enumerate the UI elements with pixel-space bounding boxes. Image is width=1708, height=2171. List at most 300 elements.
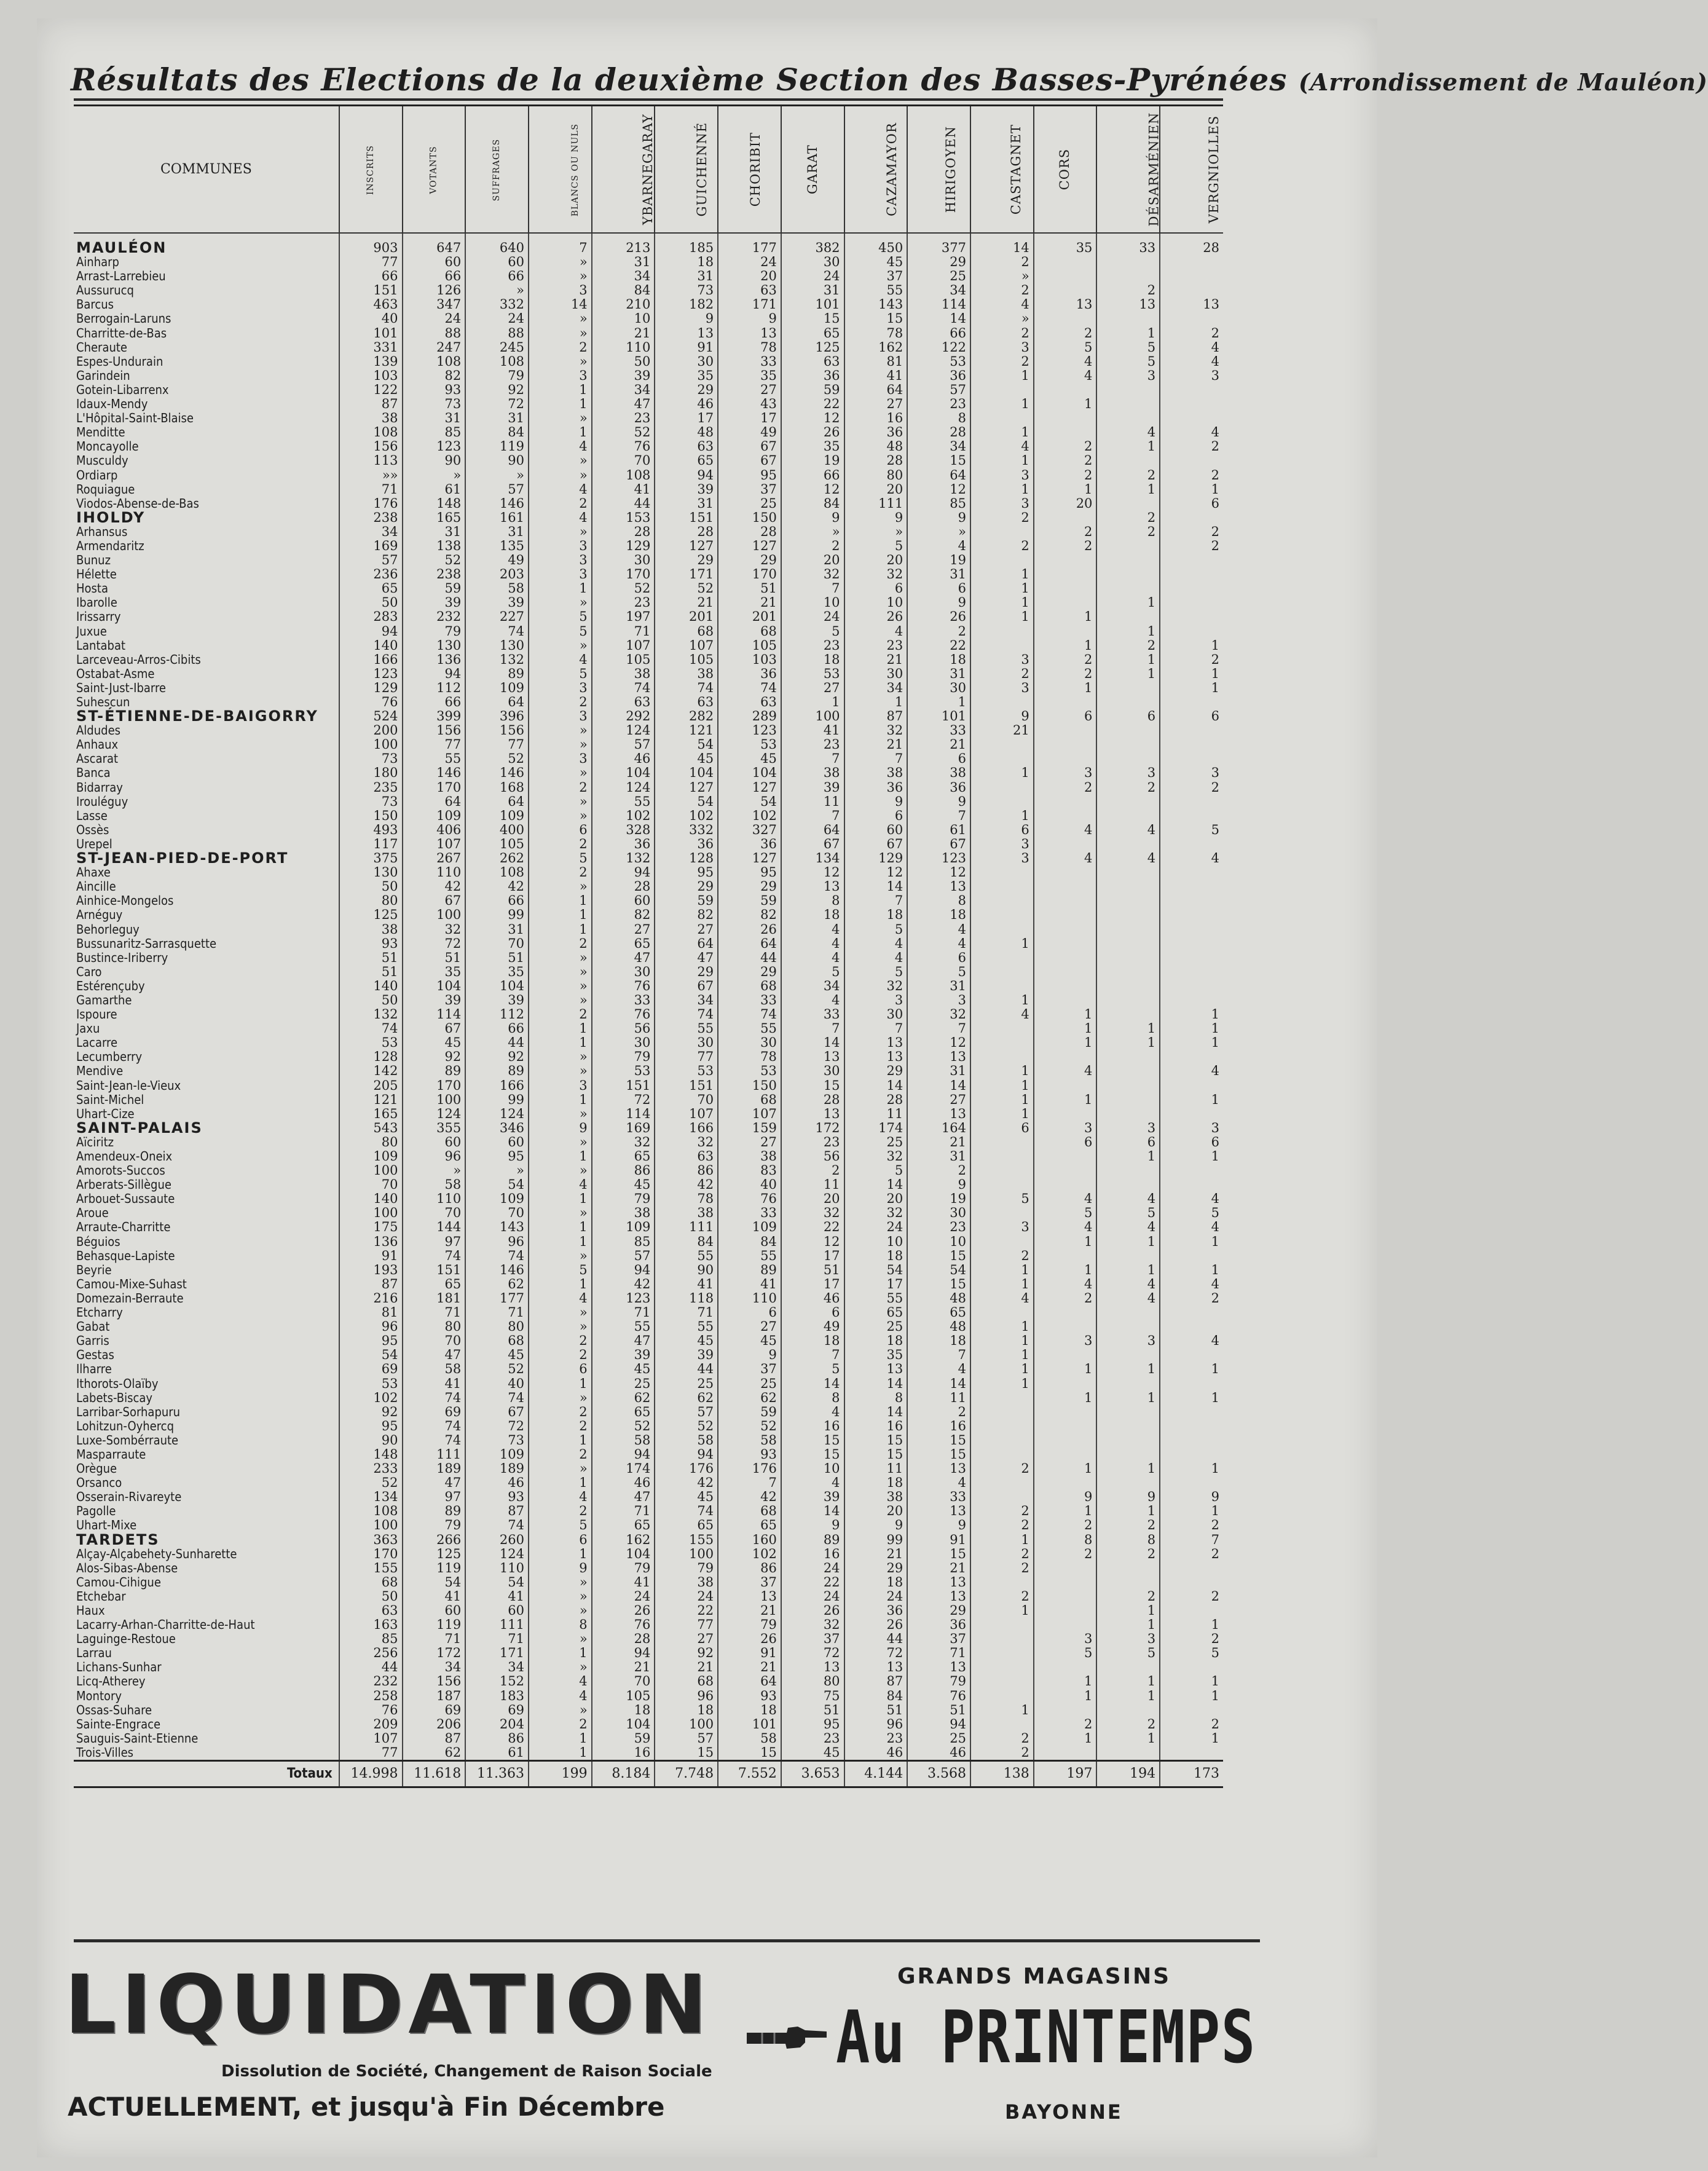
table-cell: » xyxy=(529,1590,592,1604)
table-cell: 36 xyxy=(844,781,908,795)
table-cell: 113 xyxy=(339,454,403,468)
table-cell: 77 xyxy=(403,738,466,752)
table-cell: 1 xyxy=(1096,1263,1160,1277)
table-cell: 1 xyxy=(1096,1604,1160,1618)
table-cell: 1 xyxy=(1160,681,1223,695)
table-cell xyxy=(1160,1306,1223,1320)
table-cell: 4 xyxy=(1160,1220,1223,1234)
table-cell: 111 xyxy=(403,1448,466,1462)
table-cell: 44 xyxy=(844,1632,908,1646)
table-cell xyxy=(1096,681,1160,695)
table-cell: 78 xyxy=(718,341,781,355)
table-cell: 4 xyxy=(529,1490,592,1504)
table-row xyxy=(74,1405,1223,1419)
table-cell: 29 xyxy=(655,553,718,567)
table-cell xyxy=(970,1674,1034,1688)
table-cell: 1 xyxy=(970,1107,1034,1121)
table-cell: 80 xyxy=(403,1320,466,1334)
table-cell xyxy=(1096,695,1160,709)
table-row xyxy=(74,894,1223,908)
table-cell: 64 xyxy=(718,937,781,951)
commune-name: Uhart-Mixe xyxy=(76,1518,137,1533)
table-row xyxy=(74,1320,1223,1334)
table-cell: 4 xyxy=(970,297,1034,312)
table-row xyxy=(74,1362,1223,1376)
table-cell: 9 xyxy=(844,795,908,809)
table-cell: 94 xyxy=(655,468,718,483)
table-row xyxy=(74,596,1223,610)
table-cell: 2 xyxy=(1096,1717,1160,1732)
table-cell: 2 xyxy=(1160,326,1223,341)
table-row xyxy=(74,1192,1223,1206)
table-cell: » xyxy=(907,525,970,539)
table-cell: 24 xyxy=(844,1590,908,1604)
table-cell: 1 xyxy=(529,425,592,439)
header-column xyxy=(529,106,592,234)
table-cell: 12 xyxy=(781,1235,844,1249)
table-cell: 123 xyxy=(403,439,466,454)
table-cell: 16 xyxy=(844,1419,908,1433)
table-cell: 5 xyxy=(970,1192,1034,1206)
table-cell: 2 xyxy=(970,355,1034,369)
table-cell: 39 xyxy=(403,596,466,610)
table-cell: 103 xyxy=(718,653,781,667)
table-cell: 117 xyxy=(339,837,403,851)
table-cell: 26 xyxy=(718,1632,781,1646)
commune-name: Ossès xyxy=(76,822,109,837)
table-cell: 3 xyxy=(529,553,592,567)
table-cell: 52 xyxy=(465,752,529,766)
table-cell: 21 xyxy=(844,653,908,667)
table-cell: 3 xyxy=(1096,1121,1160,1135)
table-cell: 123 xyxy=(339,667,403,681)
table-cell: 1 xyxy=(529,908,592,922)
commune-name: Bidarray xyxy=(76,779,123,795)
table-cell: 13 xyxy=(844,1362,908,1376)
table-cell: 1 xyxy=(1034,1263,1097,1277)
table-cell: 524 xyxy=(339,709,403,723)
table-cell: 4 xyxy=(1160,1277,1223,1291)
total-cell: 4.144 xyxy=(844,1761,908,1787)
table-row xyxy=(74,1334,1223,1348)
table-cell: 31 xyxy=(907,1149,970,1164)
table-cell: 46 xyxy=(907,1746,970,1761)
table-row xyxy=(74,269,1223,283)
table-cell: 38 xyxy=(781,766,844,780)
table-cell: 110 xyxy=(465,1561,529,1575)
table-cell: 2 xyxy=(1034,1518,1097,1532)
table-cell: 79 xyxy=(465,369,529,383)
table-cell: 21 xyxy=(655,1660,718,1674)
table-cell: 1 xyxy=(529,1433,592,1448)
table-cell: 1 xyxy=(1160,1149,1223,1164)
table-cell xyxy=(1096,795,1160,809)
table-cell: 42 xyxy=(655,1476,718,1490)
table-cell: 21 xyxy=(655,596,718,610)
table-cell: 18 xyxy=(844,1476,908,1490)
table-cell: » xyxy=(529,965,592,979)
table-cell: 5 xyxy=(1160,1206,1223,1220)
table-cell: 4 xyxy=(1096,1220,1160,1234)
table-cell: 1 xyxy=(1034,1732,1097,1746)
commune-name: Idaux-Mendy xyxy=(76,396,148,412)
table-cell: 24 xyxy=(781,1561,844,1575)
table-cell: 4 xyxy=(1160,1192,1223,1206)
table-row xyxy=(74,667,1223,681)
table-cell: 93 xyxy=(339,937,403,951)
table-cell: 35 xyxy=(465,965,529,979)
table-cell: 108 xyxy=(403,355,466,369)
table-cell: 65 xyxy=(592,1518,655,1532)
table-cell: 72 xyxy=(465,1419,529,1433)
table-cell: 156 xyxy=(465,723,529,738)
table-cell xyxy=(1096,1433,1160,1448)
table-cell: 17 xyxy=(781,1249,844,1263)
table-cell: 41 xyxy=(592,483,655,497)
table-cell: 8 xyxy=(781,894,844,908)
table-cell: 88 xyxy=(465,326,529,341)
total-cell: 197 xyxy=(1034,1761,1097,1787)
table-cell: » xyxy=(529,596,592,610)
table-cell: 375 xyxy=(339,851,403,865)
table-cell: 4 xyxy=(1096,823,1160,837)
table-cell: 102 xyxy=(655,809,718,823)
header-column xyxy=(1096,106,1160,234)
table-cell: 109 xyxy=(465,809,529,823)
table-cell: 8 xyxy=(529,1618,592,1632)
table-cell: 105 xyxy=(592,653,655,667)
table-cell: 6 xyxy=(1034,709,1097,723)
commune-name: Larrau xyxy=(76,1645,112,1661)
table-cell: 1 xyxy=(970,1064,1034,1078)
table-cell: 100 xyxy=(339,738,403,752)
table-cell: 94 xyxy=(592,1263,655,1277)
table-cell: 11 xyxy=(844,1462,908,1476)
table-cell xyxy=(1160,397,1223,411)
table-cell: 70 xyxy=(339,1178,403,1192)
table-cell: 260 xyxy=(465,1533,529,1547)
table-cell xyxy=(970,1618,1034,1632)
table-cell: 28 xyxy=(718,525,781,539)
table-cell: 36 xyxy=(844,425,908,439)
table-cell: 84 xyxy=(465,425,529,439)
table-cell: 52 xyxy=(655,581,718,596)
table-cell xyxy=(1034,923,1097,937)
table-cell: 5 xyxy=(529,667,592,681)
table-cell: 1 xyxy=(1034,639,1097,653)
table-cell xyxy=(1034,1164,1097,1178)
table-row xyxy=(74,937,1223,951)
table-cell: 235 xyxy=(339,781,403,795)
table-cell: 90 xyxy=(339,1433,403,1448)
commune-name: Amorots-Succos xyxy=(76,1163,165,1178)
table-cell: 92 xyxy=(339,1405,403,1419)
table-cell: 8 xyxy=(1096,1533,1160,1547)
table-cell: 94 xyxy=(655,1448,718,1462)
table-cell xyxy=(1160,993,1223,1007)
table-cell: 37 xyxy=(781,1632,844,1646)
table-cell: 39 xyxy=(781,1490,844,1504)
table-cell: 6 xyxy=(1034,1135,1097,1149)
table-cell: 124 xyxy=(465,1547,529,1561)
table-cell: 20 xyxy=(781,1192,844,1206)
totals-label: Totaux xyxy=(74,1761,339,1787)
table-cell: 100 xyxy=(403,908,466,922)
table-cell: 9 xyxy=(1034,1490,1097,1504)
table-cell: 54 xyxy=(339,1348,403,1362)
table-cell: 3 xyxy=(970,497,1034,511)
table-cell xyxy=(970,923,1034,937)
table-cell: 46 xyxy=(844,1746,908,1761)
table-cell: » xyxy=(529,255,592,269)
table-cell: 3 xyxy=(970,681,1034,695)
commune-name: Aussurucq xyxy=(76,283,134,298)
table-cell: 3 xyxy=(529,681,592,695)
table-cell: 65 xyxy=(655,1518,718,1532)
table-cell: 100 xyxy=(339,1518,403,1532)
table-row xyxy=(74,383,1223,397)
table-row xyxy=(74,439,1223,454)
table-cell: 59 xyxy=(655,894,718,908)
commune-name: Ainhice-Mongelos xyxy=(76,893,174,908)
table-cell: 54 xyxy=(465,1575,529,1590)
header-column xyxy=(1160,106,1223,234)
table-cell: 152 xyxy=(465,1674,529,1688)
table-cell: 216 xyxy=(339,1291,403,1306)
table-cell: 74 xyxy=(718,1007,781,1022)
table-cell: 83 xyxy=(718,1164,781,1178)
table-row xyxy=(74,341,1223,355)
table-cell: 78 xyxy=(844,326,908,341)
table-cell: 2 xyxy=(1160,653,1223,667)
table-cell: 1 xyxy=(970,1079,1034,1093)
table-cell: 40 xyxy=(465,1377,529,1391)
total-cell: 199 xyxy=(529,1761,592,1787)
table-cell: 331 xyxy=(339,341,403,355)
table-cell: 15 xyxy=(907,1277,970,1291)
table-cell: 3 xyxy=(529,709,592,723)
table-cell: 38 xyxy=(718,1149,781,1164)
table-cell xyxy=(1096,723,1160,738)
header-label: CORS xyxy=(1057,148,1072,191)
table-cell: 15 xyxy=(844,312,908,326)
table-cell: 1 xyxy=(1096,1618,1160,1632)
table-cell: 123 xyxy=(592,1291,655,1306)
table-cell: 4 xyxy=(1034,369,1097,383)
table-cell: 2 xyxy=(970,1504,1034,1518)
table-cell: 14 xyxy=(781,1377,844,1391)
table-cell: » xyxy=(529,809,592,823)
table-cell: 74 xyxy=(403,1433,466,1448)
table-cell: 2 xyxy=(529,1448,592,1462)
commune-name: Armendaritz xyxy=(76,538,144,553)
table-cell: 2 xyxy=(970,326,1034,341)
table-cell: 81 xyxy=(339,1306,403,1320)
table-cell: 382 xyxy=(781,233,844,255)
table-cell: 84 xyxy=(781,497,844,511)
table-cell: 52 xyxy=(592,425,655,439)
table-cell: 3 xyxy=(970,341,1034,355)
table-cell: 283 xyxy=(339,610,403,624)
table-cell: 65 xyxy=(592,937,655,951)
table-cell: 94 xyxy=(592,1448,655,1462)
table-cell: 114 xyxy=(403,1007,466,1022)
table-cell: 14 xyxy=(844,1405,908,1419)
table-cell: 87 xyxy=(465,1504,529,1518)
table-cell: 5 xyxy=(844,923,908,937)
table-cell: 14 xyxy=(781,1036,844,1050)
table-cell: 23 xyxy=(592,411,655,425)
table-cell: 45 xyxy=(718,1334,781,1348)
table-cell: 18 xyxy=(655,1703,718,1717)
table-cell: 3 xyxy=(529,539,592,553)
table-cell: 34 xyxy=(592,383,655,397)
table-cell: 124 xyxy=(592,781,655,795)
table-cell: 1 xyxy=(1034,483,1097,497)
commune-name: Hosta xyxy=(76,581,108,596)
table-cell: 27 xyxy=(718,383,781,397)
table-cell xyxy=(1096,497,1160,511)
table-cell: 148 xyxy=(403,497,466,511)
table-cell: 87 xyxy=(403,1732,466,1746)
table-cell: 36 xyxy=(718,837,781,851)
table-cell: 29 xyxy=(844,1064,908,1078)
table-cell: 110 xyxy=(403,865,466,880)
table-cell: 1 xyxy=(1096,1036,1160,1050)
table-cell: 156 xyxy=(339,439,403,454)
table-cell: 24 xyxy=(655,1590,718,1604)
table-cell xyxy=(1160,269,1223,283)
table-row xyxy=(74,1022,1223,1036)
table-cell: 1 xyxy=(1034,1391,1097,1405)
table-row xyxy=(74,1079,1223,1093)
table-cell: 15 xyxy=(718,1746,781,1761)
table-cell: 79 xyxy=(403,1518,466,1532)
table-cell: 71 xyxy=(592,1306,655,1320)
table-cell: 55 xyxy=(718,1022,781,1036)
table-cell: 72 xyxy=(781,1646,844,1660)
table-cell: 63 xyxy=(718,283,781,297)
table-cell: 4 xyxy=(970,439,1034,454)
table-row xyxy=(74,681,1223,695)
table-cell: 1 xyxy=(1034,1022,1097,1036)
table-cell xyxy=(970,553,1034,567)
table-cell: 108 xyxy=(339,425,403,439)
table-cell: 53 xyxy=(339,1036,403,1050)
table-cell xyxy=(970,1490,1034,1504)
commune-name: Lacarry-Arhan-Charritte-de-Haut xyxy=(76,1617,255,1633)
table-cell: 181 xyxy=(403,1291,466,1306)
table-cell: 127 xyxy=(718,851,781,865)
table-cell xyxy=(970,738,1034,752)
table-cell xyxy=(970,752,1034,766)
table-cell: 77 xyxy=(339,1746,403,1761)
table-cell: 52 xyxy=(339,1476,403,1490)
table-cell xyxy=(1096,837,1160,851)
table-cell: 3 xyxy=(1160,1121,1223,1135)
table-cell: 67 xyxy=(907,837,970,851)
table-cell: 15 xyxy=(844,1433,908,1448)
commune-name: Garindein xyxy=(76,368,130,383)
table-cell: 5 xyxy=(1096,355,1160,369)
table-cell: 13 xyxy=(781,1107,844,1121)
table-cell: 1 xyxy=(529,1476,592,1490)
table-cell: 5 xyxy=(1096,1646,1160,1660)
table-row xyxy=(74,312,1223,326)
table-cell: 21 xyxy=(844,738,908,752)
table-cell: 396 xyxy=(465,709,529,723)
table-cell: 53 xyxy=(592,1064,655,1078)
table-cell: 1 xyxy=(1034,1504,1097,1518)
table-cell: 59 xyxy=(781,383,844,397)
table-cell: 4 xyxy=(1160,341,1223,355)
table-cell xyxy=(1160,1050,1223,1064)
table-cell: 38 xyxy=(655,1206,718,1220)
table-cell: 17 xyxy=(718,411,781,425)
header-column xyxy=(781,106,844,234)
table-cell xyxy=(1034,553,1097,567)
table-cell: 23 xyxy=(907,1220,970,1234)
table-cell: 60 xyxy=(403,255,466,269)
table-cell: 201 xyxy=(718,610,781,624)
commune-name: Roquiague xyxy=(76,481,135,497)
table-cell: 2 xyxy=(529,865,592,880)
table-cell: 213 xyxy=(592,233,655,255)
table-cell: » xyxy=(529,1604,592,1618)
table-cell: 74 xyxy=(655,681,718,695)
table-row xyxy=(74,539,1223,553)
table-cell xyxy=(1096,1377,1160,1391)
table-cell xyxy=(970,1149,1034,1164)
table-cell: 28 xyxy=(844,1093,908,1107)
table-cell: 41 xyxy=(592,1575,655,1590)
table-cell: 139 xyxy=(339,355,403,369)
table-cell: » xyxy=(529,639,592,653)
table-cell xyxy=(1034,1660,1097,1674)
table-cell: 1 xyxy=(1096,653,1160,667)
table-cell: 99 xyxy=(844,1533,908,1547)
total-cell: 3.568 xyxy=(907,1761,970,1787)
table-cell: 1 xyxy=(970,454,1034,468)
table-cell: 4 xyxy=(1096,1192,1160,1206)
table-cell: 543 xyxy=(339,1121,403,1135)
table-cell: 3 xyxy=(529,369,592,383)
table-cell xyxy=(1034,1476,1097,1490)
table-cell: 2 xyxy=(970,1746,1034,1761)
table-cell: 76 xyxy=(592,1618,655,1632)
table-cell xyxy=(1034,596,1097,610)
commune-name: Charritte-de-Bas xyxy=(76,325,167,341)
table-row xyxy=(74,553,1223,567)
table-cell xyxy=(1160,1703,1223,1717)
table-cell: 93 xyxy=(718,1448,781,1462)
table-cell xyxy=(970,383,1034,397)
table-cell: 1 xyxy=(1160,1504,1223,1518)
table-cell: 4 xyxy=(907,1476,970,1490)
table-cell: 13 xyxy=(907,1462,970,1476)
table-cell xyxy=(1096,539,1160,553)
table-cell: 70 xyxy=(465,937,529,951)
table-cell: 2 xyxy=(1096,283,1160,297)
table-cell: 148 xyxy=(339,1448,403,1462)
table-cell: 170 xyxy=(718,567,781,581)
table-cell: 4 xyxy=(844,625,908,639)
table-cell: 18 xyxy=(844,1575,908,1590)
ad-grands-magasins: GRANDS MAGASINS xyxy=(897,1964,1171,1989)
table-cell xyxy=(1034,1618,1097,1632)
table-cell xyxy=(1096,610,1160,624)
table-row xyxy=(74,766,1223,780)
